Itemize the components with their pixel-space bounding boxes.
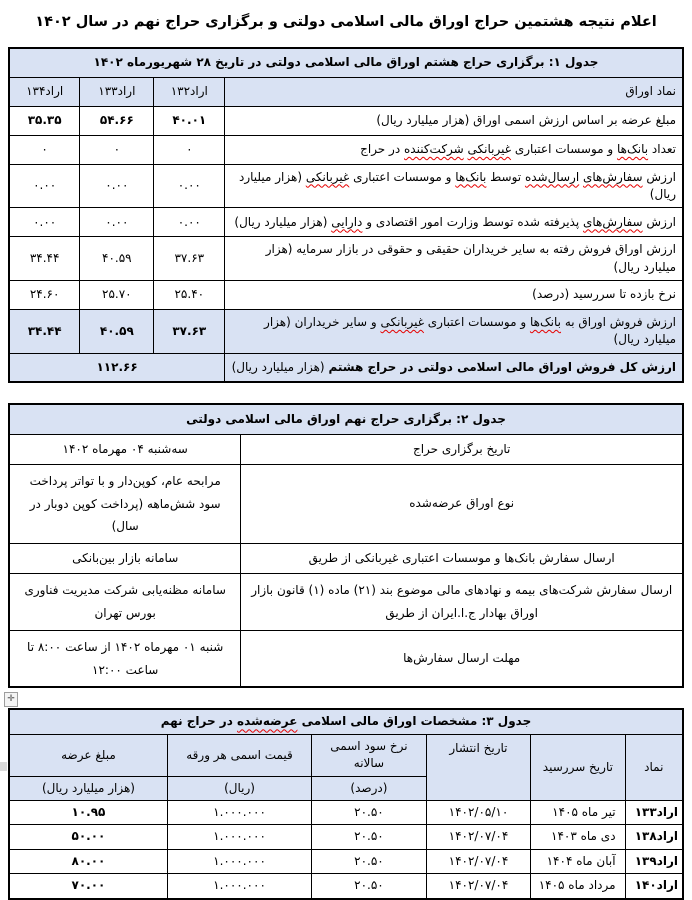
symbol-cell: اراد۱۳۸ bbox=[625, 825, 683, 849]
header-face-value: قیمت اسمی هر ورقه bbox=[167, 734, 311, 776]
face-value-cell: ۱.۰۰۰.۰۰۰ bbox=[167, 825, 311, 849]
value-cell: ۳۴.۴۴ bbox=[9, 310, 80, 354]
value-cell: ۴۰.۵۹ bbox=[80, 310, 154, 354]
table1-title: جدول ۱: برگزاری حراج هشتم اوراق مالی اسلامی دولتی در تاریخ ۲۸ شهریورماه ۱۴۰۲ bbox=[9, 48, 683, 77]
row-label: مهلت ارسال سفارش‌ها bbox=[241, 630, 683, 687]
issue-date-cell: ۱۴۰۲/۰۷/۰۴ bbox=[426, 825, 530, 849]
table-row bbox=[9, 281, 683, 310]
row-label: ارسال سفارش بانک‌ها و موسسات اعتباری غیربانکی از طریق bbox=[241, 544, 683, 574]
value-cell: ۴۰.۰۱ bbox=[154, 106, 225, 135]
header-issue-date: تاریخ انتشار bbox=[426, 734, 530, 800]
total-label-unit: (هزار میلیارد ریال) bbox=[231, 359, 329, 374]
header-face-value-unit: (ریال) bbox=[167, 776, 311, 800]
coupon-cell: ۲۰.۵۰ bbox=[312, 874, 427, 899]
row-value: سامانه بازار بین‌بانکی bbox=[9, 544, 241, 574]
row-value: سامانه مظنه‌یابی شرکت مدیریت فناوری بورس تهران bbox=[9, 574, 241, 631]
table-row bbox=[9, 825, 683, 849]
row-label: ارزش سفارش‌های ارسال‌شده توسط بانک‌ها و موسسات اعتباری غیربانکی (هزار میلیارد ریال) bbox=[225, 164, 683, 208]
coupon-cell: ۲۰.۵۰ bbox=[312, 800, 427, 824]
table3-wrapper bbox=[7, 694, 684, 899]
symbol-col-header: اراد۱۳۴ bbox=[9, 77, 80, 106]
offer-amount-cell: ۵۰.۰۰ bbox=[9, 825, 167, 849]
table-header-row bbox=[9, 734, 683, 776]
symbol-header-cell: نماد اوراق bbox=[225, 77, 683, 106]
row-label: ارزش فروش اوراق به بانک‌ها و موسسات اعتباری غیربانکی و سایر خریداران (هزار میلیارد ریال) bbox=[225, 310, 683, 354]
header-symbol: نماد bbox=[625, 734, 683, 800]
total-row-label bbox=[225, 353, 683, 382]
header-offer-amount: مبلغ عرضه bbox=[9, 734, 167, 776]
row-label: مبلغ عرضه بر اساس ارزش اسمی اوراق (هزار میلیارد ریال) bbox=[225, 106, 683, 135]
header-offer-amount-unit: (هزار میلیارد ریال) bbox=[9, 776, 167, 800]
table-row bbox=[9, 135, 683, 164]
value-cell: ۰.۰۰ bbox=[80, 208, 154, 237]
value-cell: ۳۷.۶۳ bbox=[154, 237, 225, 281]
face-value-cell: ۱.۰۰۰.۰۰۰ bbox=[167, 849, 311, 873]
table-row bbox=[9, 800, 683, 824]
value-cell: ۰.۰۰ bbox=[154, 208, 225, 237]
table-row bbox=[9, 434, 683, 464]
table2-title: جدول ۲: برگزاری حراج نهم اوراق مالی اسلامی دولتی bbox=[9, 404, 683, 434]
maturity-cell: آبان ماه ۱۴۰۴ bbox=[531, 849, 625, 873]
symbol-cell: اراد۱۴۰ bbox=[625, 874, 683, 899]
symbol-col-header: اراد۱۳۳ bbox=[80, 77, 154, 106]
offer-amount-cell: ۷۰.۰۰ bbox=[9, 874, 167, 899]
table-row bbox=[9, 464, 683, 543]
issue-date-cell: ۱۴۰۲/۰۷/۰۴ bbox=[426, 849, 530, 873]
maturity-cell: مرداد ماه ۱۴۰۵ bbox=[531, 874, 625, 899]
total-label-bold: ارزش کل فروش اوراق مالی اسلامی دولتی در حراج هشتم bbox=[328, 359, 676, 374]
header-maturity: تاریخ سررسید bbox=[531, 734, 625, 800]
row-label: ارزش سفارش‌های پذیرفته شده توسط وزارت امور اقتصادی و دارایی (هزار میلیارد ریال) bbox=[225, 208, 683, 237]
row-value: سه‌شنبه ۰۴ مهرماه ۱۴۰۲ bbox=[9, 434, 241, 464]
offer-amount-cell: ۱۰.۹۵ bbox=[9, 800, 167, 824]
issue-date-cell: ۱۴۰۲/۰۷/۰۴ bbox=[426, 874, 530, 899]
row-value: شنبه ۰۱ مهرماه ۱۴۰۲ از ساعت ۸:۰۰ تا ساعت ۱۲:۰۰ bbox=[9, 630, 241, 687]
table-row bbox=[9, 237, 683, 281]
auction9-schedule-table bbox=[8, 403, 684, 688]
value-cell: ۴۰.۵۹ bbox=[80, 237, 154, 281]
header-coupon: نرخ سود اسمی سالانه bbox=[312, 734, 427, 776]
value-cell: ۰ bbox=[154, 135, 225, 164]
value-cell: ۰.۰۰ bbox=[80, 164, 154, 208]
page-title: اعلام نتیجه هشتمین حراج اوراق مالی اسلامی دولتی و برگزاری حراج نهم در سال ۱۴۰۲ bbox=[35, 14, 657, 30]
table-row bbox=[9, 574, 683, 631]
value-cell: ۳۷.۶۳ bbox=[154, 310, 225, 354]
value-cell: ۰.۰۰ bbox=[9, 164, 80, 208]
row-label: ارسال سفارش شرکت‌های بیمه و نهادهای مالی موضوع بند (۲۱) ماده (۱) قانون بازار اوراق بهادار ج.ا.ایران از طریق bbox=[241, 574, 683, 631]
table-header-row bbox=[9, 77, 683, 106]
value-cell: ۲۵.۷۰ bbox=[80, 281, 154, 310]
row-label: تعداد بانک‌ها و موسسات اعتباری غیربانکی شرکت‌کننده در حراج bbox=[225, 135, 683, 164]
row-value: مرابحه عام، کوپن‌دار و با تواتر پرداخت سود شش‌ماهه (پرداخت کوپن دوبار در سال) bbox=[9, 464, 241, 543]
table-row bbox=[9, 630, 683, 687]
table3-title: جدول ۳: مشخصات اوراق مالی اسلامی عرضه‌شده در حراج نهم bbox=[9, 709, 683, 734]
header-coupon-unit: (درصد) bbox=[312, 776, 427, 800]
value-cell: ۰ bbox=[9, 135, 80, 164]
row-label: نرخ بازده تا سررسید (درصد) bbox=[225, 281, 683, 310]
maturity-cell: دی ماه ۱۴۰۳ bbox=[531, 825, 625, 849]
value-cell: ۳۵.۳۵ bbox=[9, 106, 80, 135]
auction9-securities-table bbox=[8, 708, 684, 899]
value-cell: ۵۴.۶۶ bbox=[80, 106, 154, 135]
row-label: نوع اوراق عرضه‌شده bbox=[241, 464, 683, 543]
row-label: ارزش اوراق فروش رفته به سایر خریداران حقیقی و حقوقی در بازار سرمایه (هزار میلیارد ریال) bbox=[225, 237, 683, 281]
value-cell: ۰.۰۰ bbox=[154, 164, 225, 208]
issue-date-cell: ۱۴۰۲/۰۵/۱۰ bbox=[426, 800, 530, 824]
table-row-highlighted bbox=[9, 310, 683, 354]
table-row bbox=[9, 164, 683, 208]
auction8-results-table bbox=[8, 47, 684, 383]
row-label: تاریخ برگزاری حراج bbox=[241, 434, 683, 464]
table-title-row bbox=[9, 48, 683, 77]
table-row bbox=[9, 874, 683, 899]
maturity-cell: تیر ماه ۱۴۰۵ bbox=[531, 800, 625, 824]
total-value-cell: ۱۱۲.۶۶ bbox=[9, 353, 225, 382]
table-row bbox=[9, 106, 683, 135]
table-row bbox=[9, 208, 683, 237]
table-total-row bbox=[9, 353, 683, 382]
symbol-col-header: اراد۱۳۲ bbox=[154, 77, 225, 106]
table-row bbox=[9, 544, 683, 574]
face-value-cell: ۱.۰۰۰.۰۰۰ bbox=[167, 874, 311, 899]
value-cell: ۲۵.۴۰ bbox=[154, 281, 225, 310]
table-move-handle-icon[interactable]: ✛ bbox=[4, 692, 18, 707]
value-cell: ۰.۰۰ bbox=[9, 208, 80, 237]
offer-amount-cell: ۸۰.۰۰ bbox=[9, 849, 167, 873]
window-corner-artifact bbox=[0, 762, 7, 771]
symbol-cell: اراد۱۳۳ bbox=[625, 800, 683, 824]
table-title-row bbox=[9, 404, 683, 434]
value-cell: ۰ bbox=[80, 135, 154, 164]
table-title-row bbox=[9, 709, 683, 734]
coupon-cell: ۲۰.۵۰ bbox=[312, 825, 427, 849]
value-cell: ۳۴.۴۴ bbox=[9, 237, 80, 281]
symbol-cell: اراد۱۳۹ bbox=[625, 849, 683, 873]
table-row bbox=[9, 849, 683, 873]
face-value-cell: ۱.۰۰۰.۰۰۰ bbox=[167, 800, 311, 824]
coupon-cell: ۲۰.۵۰ bbox=[312, 849, 427, 873]
value-cell: ۲۴.۶۰ bbox=[9, 281, 80, 310]
